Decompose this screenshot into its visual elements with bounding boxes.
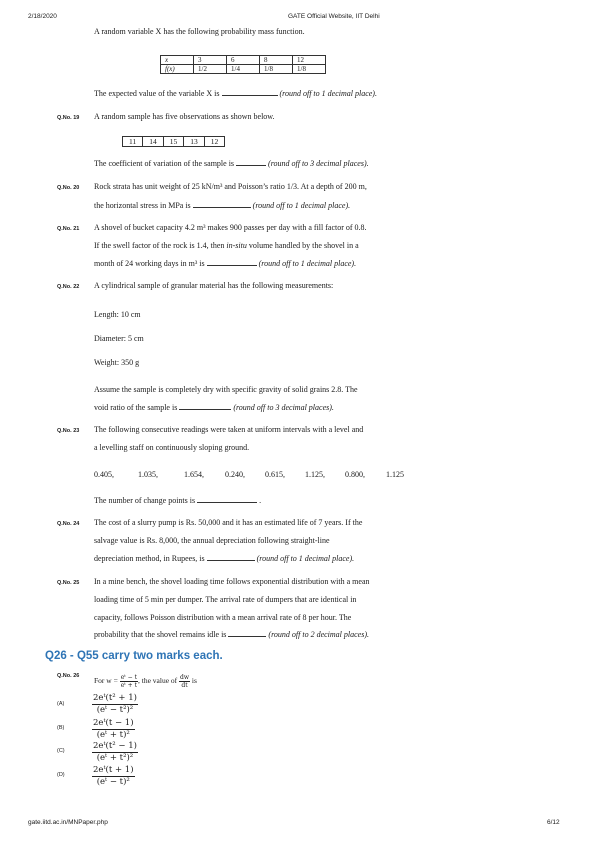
option-a-numerator: 2eᵗ(t² + 1) [93,693,137,703]
q21-line3 [94,259,356,268]
print-date: 2/18/2020 [28,13,57,20]
page-number: 6/12 [547,819,560,826]
q24-question-text: depreciation method, in Rupees, is [94,554,205,563]
observation-cell: 11 [123,137,143,147]
q22-intro: A cylindrical sample of granular material has the following measurements: [94,281,334,290]
q25-line3: capacity, follows Poisson distribution with a mean arrival rate of 8 per hour. The [94,613,352,622]
q22-number: Q.No. 22 [57,284,80,290]
w-fraction [120,674,138,689]
q21-line2-end: volume handled by the shovel in a [248,241,359,250]
q21-line2 [94,241,359,250]
q22-line2 [94,403,334,412]
q19-intro: A random sample has five observations as shown below. [94,112,275,121]
option-b-denominator: (eᵗ + t)² [96,730,130,740]
option-d[interactable] [92,765,135,788]
answer-blank [222,89,278,96]
w-numerator: eᵗ − t [120,674,137,681]
pmf-cell: 1/8 [293,65,326,74]
pmf-cell: 12 [293,56,326,65]
q19-question [94,159,369,168]
option-c[interactable] [92,741,138,764]
q21-line1: A shovel of bucket capacity 4.2 m³ makes 900 passes per day with a fill factor of 0.8. [94,223,367,232]
option-c-denominator: (eᵗ + t²)² [96,753,134,763]
q19-number: Q.No. 19 [57,115,80,121]
q20-line2 [94,201,350,210]
observation-cell: 12 [204,137,225,147]
observations-row [123,137,225,147]
observation-cell: 13 [184,137,205,147]
answer-blank [207,259,257,266]
option-a[interactable] [92,693,138,716]
option-b-label: (B) [57,725,65,731]
q22-length: Length: 10 cm [94,310,141,319]
option-b-numerator: 2eᵗ(t − 1) [93,718,134,728]
answer-blank [193,201,251,208]
pmf-cell: f(x) [161,65,194,74]
reading-6: 1.125, [305,470,325,479]
q23-question-text: The number of change points is [94,496,196,505]
option-b[interactable] [92,718,135,741]
q24-round: (round off to 1 decimal place). [256,554,355,563]
q23-line2: a levelling staff on continuously sloping ground. [94,443,250,452]
q19-round: (round off to 3 decimal places). [268,159,369,168]
option-d-denominator: (eᵗ − t)² [96,777,130,787]
q22-line1: Assume the sample is completely dry with specific gravity of solid grains 2.8. The [94,385,358,394]
reading-7: 0.800, [345,470,365,479]
q22-diameter: Diameter: 5 cm [94,334,144,343]
pmf-cell: x [161,56,194,65]
q19-question-text: The coefficient of variation of the sample is [94,159,235,168]
option-c-label: (C) [57,748,65,754]
q18-question-text: The expected value of the variable X is [94,89,220,98]
reading-2: 1.035, [138,470,158,479]
w-denominator: eᵗ + t [120,682,137,689]
q23-end: . [259,496,262,505]
q18-intro: A random variable X has the following probability mass function. [94,27,305,36]
q26-stem [94,674,197,689]
dw-dt-fraction [179,674,190,689]
q25-line4 [94,630,369,639]
q22-question-text: void ratio of the sample is [94,403,178,412]
pmf-cell: 1/2 [194,65,227,74]
dt-denominator: dt [181,682,188,689]
answer-blank [179,403,231,410]
pmf-cell: 3 [194,56,227,65]
q20-line1: Rock strata has unit weight of 25 kN/m³ and Poisson’s ratio 1/3. At a depth of 200 m, [94,182,367,191]
answer-blank [236,159,266,166]
q25-question-text: probability that the shovel remains idle is [94,630,227,639]
q22-weight: Weight: 350 g [94,358,140,367]
reading-1: 0.405, [94,470,114,479]
q24-line1: The cost of a slurry pump is Rs. 50,000 and it has an estimated life of 7 years. If the [94,518,363,527]
q25-line2: loading time of 5 min per dumper. The arrival rate of dumpers that are identical in [94,595,357,604]
option-d-numerator: 2eᵗ(t + 1) [93,765,134,775]
option-d-label: (D) [57,772,65,778]
q21-question-text: month of 24 working days in m³ is [94,259,205,268]
pmf-cell: 1/8 [260,65,293,74]
answer-blank [207,554,255,561]
q25-number: Q.No. 25 [57,580,80,586]
pmf-row-fx [161,65,326,74]
pmf-row-x [161,56,326,65]
q21-round: (round off to 1 decimal place). [258,259,357,268]
q18-round: (round off to 1 decimal place). [279,89,377,98]
reading-8: 1.125 [386,470,404,479]
dw-numerator: dw [180,674,190,681]
section-heading: Q26 - Q55 carry two marks each. [45,650,223,662]
q20-number: Q.No. 20 [57,185,80,191]
q24-line2: salvage value is Rs. 8,000, the annual depreciation following straight-line [94,536,330,545]
q23-number: Q.No. 23 [57,428,80,434]
q26-for: For w = [94,676,118,686]
reading-4: 0.240, [225,470,245,479]
footer-url[interactable]: gate.iitd.ac.in/MNPaper.php [28,819,108,826]
q26-mid: , the value of [138,676,178,686]
site-title: GATE Official Website, IIT Delhi [288,13,380,20]
q25-line1: In a mine bench, the shovel loading time follows exponential distribution with a mean [94,577,370,586]
q21-line2-start: If the swell factor of the rock is 1.4, then [94,241,225,250]
q21-number: Q.No. 21 [57,226,80,232]
pmf-cell: 6 [227,56,260,65]
reading-3: 1.654, [184,470,204,479]
q25-round: (round off to 2 decimal places). [268,630,369,639]
q21-in-situ: in-situ [226,241,247,250]
answer-blank [197,496,257,503]
q18-question [94,89,377,98]
q24-line3 [94,554,354,563]
q22-round: (round off to 3 decimal places). [233,403,334,412]
observation-cell: 14 [143,137,164,147]
q23-line1: The following consecutive readings were taken at uniform intervals with a level and [94,425,364,434]
answer-blank [228,630,266,637]
reading-5: 0.615, [265,470,285,479]
pmf-cell: 1/4 [227,65,260,74]
option-a-denominator: (eᵗ − t²)² [96,705,134,715]
observations-table [122,136,225,147]
q20-question-text: the horizontal stress in MPa is [94,201,191,210]
pmf-table [160,55,326,74]
q26-number: Q.No. 26 [57,673,80,679]
option-c-numerator: 2eᵗ(t² − 1) [93,741,137,751]
q26-is: is [191,676,197,686]
q20-round: (round off to 1 decimal place). [252,201,351,210]
option-a-label: (A) [57,701,65,707]
q24-number: Q.No. 24 [57,521,80,527]
q23-question [94,496,261,505]
observation-cell: 15 [163,137,184,147]
pmf-cell: 8 [260,56,293,65]
